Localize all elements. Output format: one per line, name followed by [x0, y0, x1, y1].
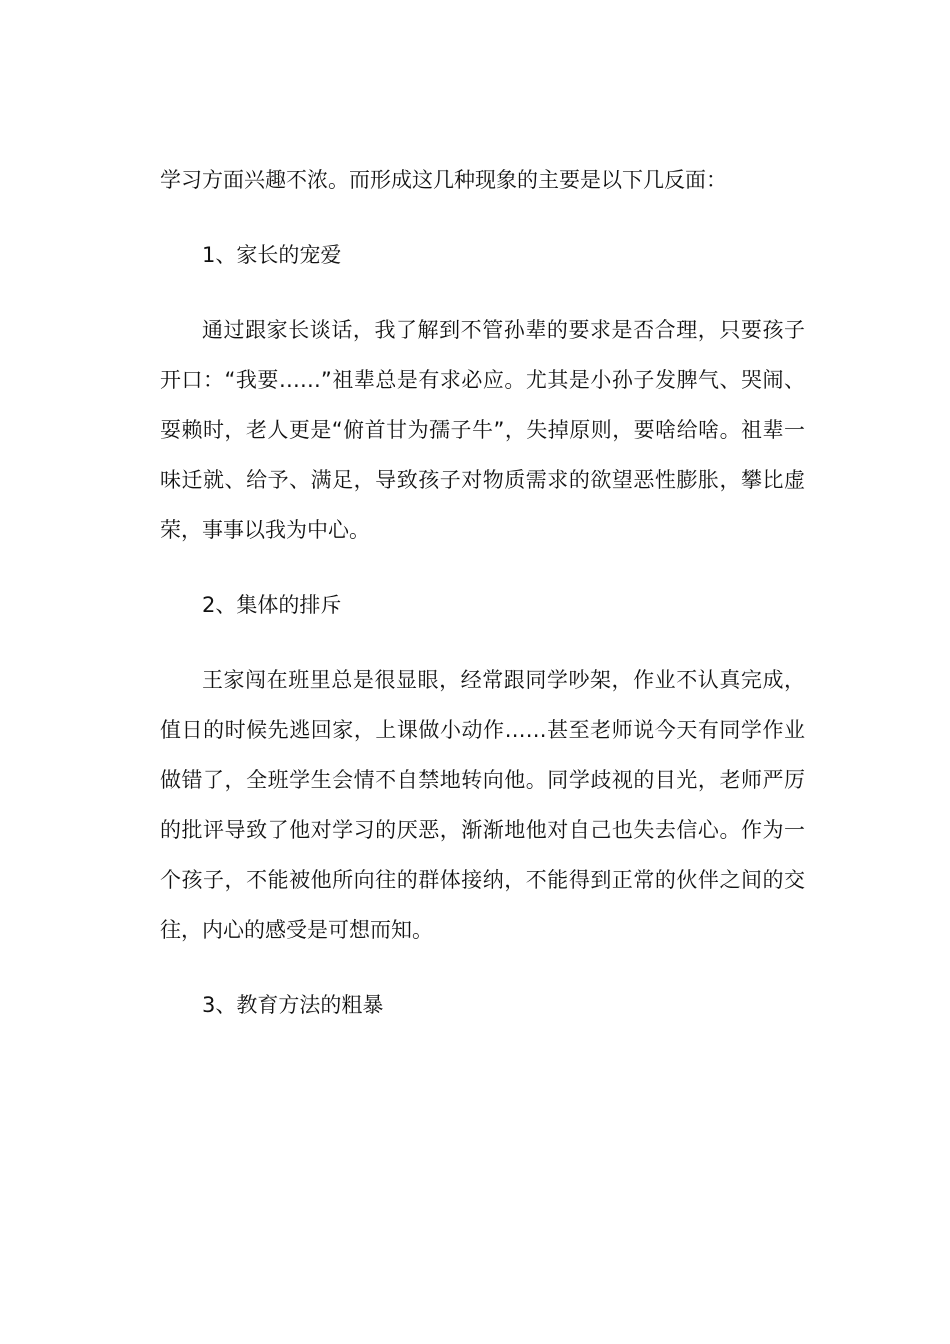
document-body — [160, 155, 805, 1055]
paragraph-group-exclusion: 王家闯在班里总是很显眼，经常跟同学吵架，作业不认真完成，值日的时候先逃回家，上课做小动作……甚至老师说今天有同学作业做错了，全班学生会情不自禁地转向他。同学歧视的目光，老师严厉的批评导致了他对学习的厌恶，渐渐地他对自己也失去信心。作为一个孩子，不能被他所向往的群体接纳，不能得到正常的伙伴之间的交往，内心的感受是可想而知。 — [160, 668, 805, 942]
paragraph-parental-spoiling: 通过跟家长谈话，我了解到不管孙辈的要求是否合理，只要孩子开口：“我要……”祖辈总是有求必应。尤其是小孙子发脾气、哭闹、耍赖时，老人更是“俯首甘为孺子牛”，失掉原则，要啥给啥。祖辈一味迁就、给予、满足，导致孩子对物质需求的欲望恶性膨胀，攀比虚荣，事事以我为中心。 — [160, 318, 805, 542]
paragraph-intro: 学习方面兴趣不浓。而形成这几种现象的主要是以下几反面： — [160, 168, 727, 192]
section-heading-1: 1、家长的宠爱 — [202, 243, 342, 267]
section-heading-2: 2、集体的排斥 — [202, 593, 342, 617]
section-heading-3: 3、教育方法的粗暴 — [202, 993, 384, 1017]
